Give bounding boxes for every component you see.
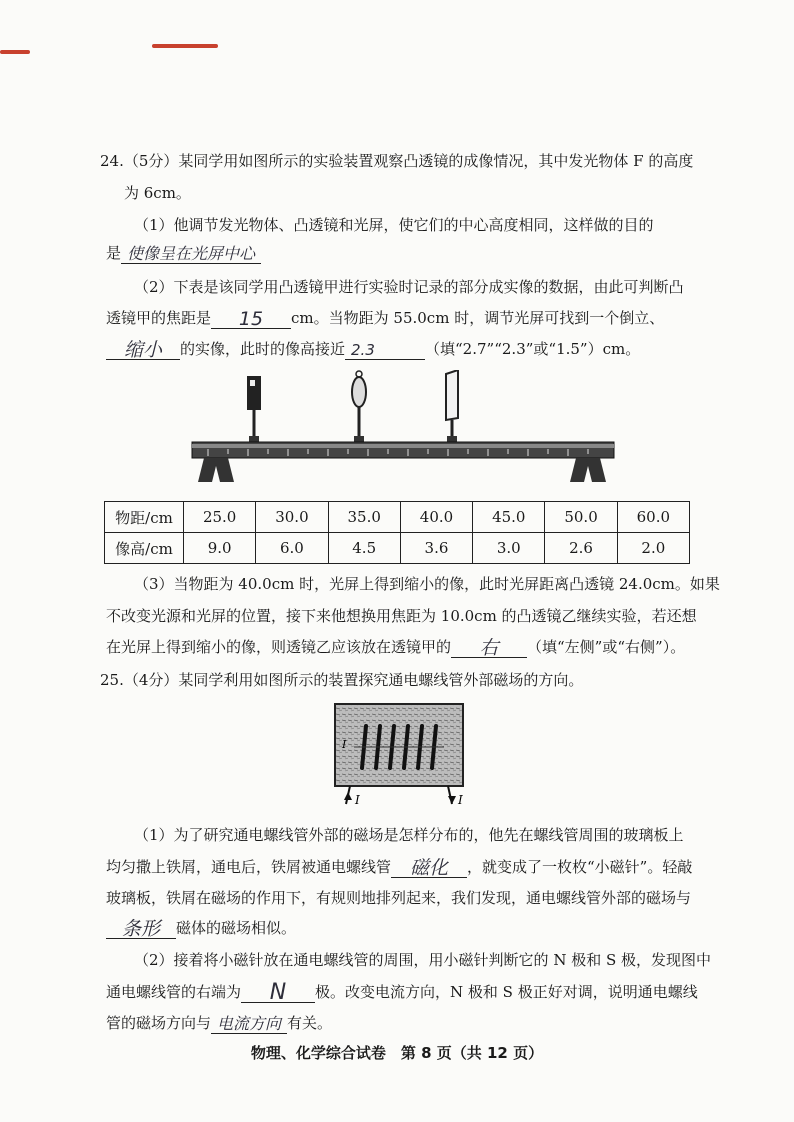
table-cell: 50.0 <box>545 502 617 533</box>
current-arrow-down <box>448 796 456 804</box>
page-footer: 物理、化学综合试卷 第 8 页（共 12 页） <box>250 1044 544 1062</box>
table-cell: 3.0 <box>473 533 545 564</box>
current-arrow-up <box>344 792 352 800</box>
data-table <box>104 501 690 564</box>
q24-stem-line1: 24.（5分）某同学用如图所示的实验装置观察凸透镜的成像情况，其中发光物体 F 的高度 <box>100 152 694 170</box>
q25-part1-text-a: 均匀撒上铁屑，通电后，铁屑被通电螺线管 <box>106 858 392 876</box>
q25-part2-line1: （2）接着将小磁针放在通电螺线管的周围，用小磁针判断它的 N 极和 S 极，发现图中 <box>134 951 712 969</box>
q24-part2-text-b: cm。当物距为 55.0cm 时，调节光屏可找到一个倒立、 <box>291 309 665 327</box>
q24-height-answer: 2.3 <box>351 341 375 359</box>
q24-size-answer: 缩小 <box>123 339 162 361</box>
q24-focal-blank[interactable] <box>211 308 291 329</box>
q25-part1-line3: 玻璃板，铁屑在磁场的作用下，有规则地排列起来，我们发现，通电螺线管外部的磁场与 <box>106 889 692 907</box>
q25-part2-line2 <box>106 981 696 1003</box>
q24-focal-answer: 15 <box>238 308 264 330</box>
table-cell: 45.0 <box>473 502 545 533</box>
q25-magnetize-blank[interactable] <box>391 857 467 878</box>
q24-part2-text-d: （填“2.7”“2.3”或“1.5”）cm。 <box>425 340 641 358</box>
q25-stem: 25.（4分）某同学利用如图所示的装置探究通电螺线管外部磁场的方向。 <box>100 671 584 689</box>
q24-part2-text-a: 透镜甲的焦距是 <box>106 309 212 327</box>
table-cell: 2.6 <box>545 533 617 564</box>
q25-pole-blank[interactable] <box>241 982 315 1003</box>
convex-lens <box>352 377 366 407</box>
glass-plate <box>335 704 463 786</box>
q24-part3-answer: 右 <box>479 637 499 659</box>
light-screen <box>446 370 458 420</box>
q25-part1-line4 <box>106 917 696 939</box>
q25-direction-answer: 电流方向 <box>217 1014 282 1033</box>
q25-part2-line3 <box>106 1012 696 1034</box>
q24-part3-line1: （3）当物距为 40.0cm 时，光屏上得到缩小的像，此时光屏距离凸透镜 24.0cm。如果 <box>134 575 720 593</box>
q25-part2-text-b: 极。改变电流方向，N 极和 S 极正好对调，说明通电螺线 <box>315 983 698 1001</box>
q25-bar-magnet-answer: 条形 <box>121 918 160 940</box>
table-cell: 35.0 <box>328 502 400 533</box>
table-cell: 6.0 <box>256 533 328 564</box>
table-cell: 9.0 <box>184 533 256 564</box>
q25-part1-line2 <box>106 856 696 878</box>
q25-magnetize-answer: 磁化 <box>410 857 449 879</box>
current-label-bottom-right: I <box>458 793 463 807</box>
current-label-bottom-left: I <box>355 793 360 807</box>
q25-part1-line1: （1）为了研究通电螺线管外部的磁场是怎样分布的，他先在螺线管周围的玻璃板上 <box>134 826 684 844</box>
q25-pole-answer: N <box>269 980 287 1005</box>
q25-bar-magnet-blank[interactable] <box>106 918 176 939</box>
q24-part3-answer-blank[interactable] <box>451 637 527 658</box>
q24-part2-text-c: 的实像，此时的像高接近 <box>180 340 346 358</box>
q24-height-blank[interactable] <box>345 339 425 360</box>
q25-part1-text-b: ，就变成了一枚枚“小磁针”。轻敲 <box>467 858 693 876</box>
table-row-label: 物距/cm <box>105 502 184 533</box>
table-cell: 3.6 <box>400 533 472 564</box>
q25-direction-blank[interactable] <box>211 1013 287 1034</box>
q24-part3-line3 <box>106 636 696 658</box>
optical-bench-figure <box>188 370 618 485</box>
q24-part1-answer: 使像呈在光屏中心 <box>127 244 256 263</box>
q24-size-blank[interactable] <box>106 339 180 360</box>
q25-part2-text-a: 通电螺线管的右端为 <box>106 983 242 1001</box>
current-label-left: I <box>342 738 347 751</box>
table-row-label: 像高/cm <box>105 533 184 564</box>
q24-part1-prefix: 是 <box>106 244 122 262</box>
q24-stem-line2: 为 6cm。 <box>124 184 191 202</box>
q24-part1-line2 <box>106 242 696 264</box>
table-cell: 4.5 <box>328 533 400 564</box>
q25-part2-text-c: 管的磁场方向与 <box>106 1014 212 1032</box>
table-cell: 40.0 <box>400 502 472 533</box>
scan-mark-left <box>0 50 30 54</box>
table-cell: 60.0 <box>617 502 689 533</box>
q24-part3-line2: 不改变光源和光屏的位置，接下来他想换用焦距为 10.0cm 的凸透镜乙继续实验，若还想 <box>106 607 697 625</box>
q24-part2-line2 <box>106 307 696 329</box>
q24-part3-text-a: 在光屏上得到缩小的像，则透镜乙应该放在透镜甲的 <box>106 638 452 656</box>
q25-part1-text-c: 磁体的磁场相似。 <box>176 919 297 937</box>
solenoid-figure <box>330 700 470 810</box>
q24-part3-text-b: （填“左侧”或“右侧”）。 <box>527 638 686 656</box>
q24-part1-answer-blank[interactable] <box>121 243 261 264</box>
q24-part1-line1: （1）他调节发光物体、凸透镜和光屏，使它们的中心高度相同，这样做的目的 <box>134 216 654 234</box>
table-row <box>105 533 690 564</box>
q24-part2-line3 <box>106 338 696 360</box>
q25-part2-text-d: 有关。 <box>287 1014 333 1032</box>
scan-mark-center <box>152 44 218 48</box>
table-row <box>105 502 690 533</box>
table-cell: 25.0 <box>184 502 256 533</box>
q24-part2-line1: （2）下表是该同学用凸透镜甲进行实验时记录的部分成实像的数据，由此可判断凸 <box>134 278 684 296</box>
table-cell: 2.0 <box>617 533 689 564</box>
table-cell: 30.0 <box>256 502 328 533</box>
